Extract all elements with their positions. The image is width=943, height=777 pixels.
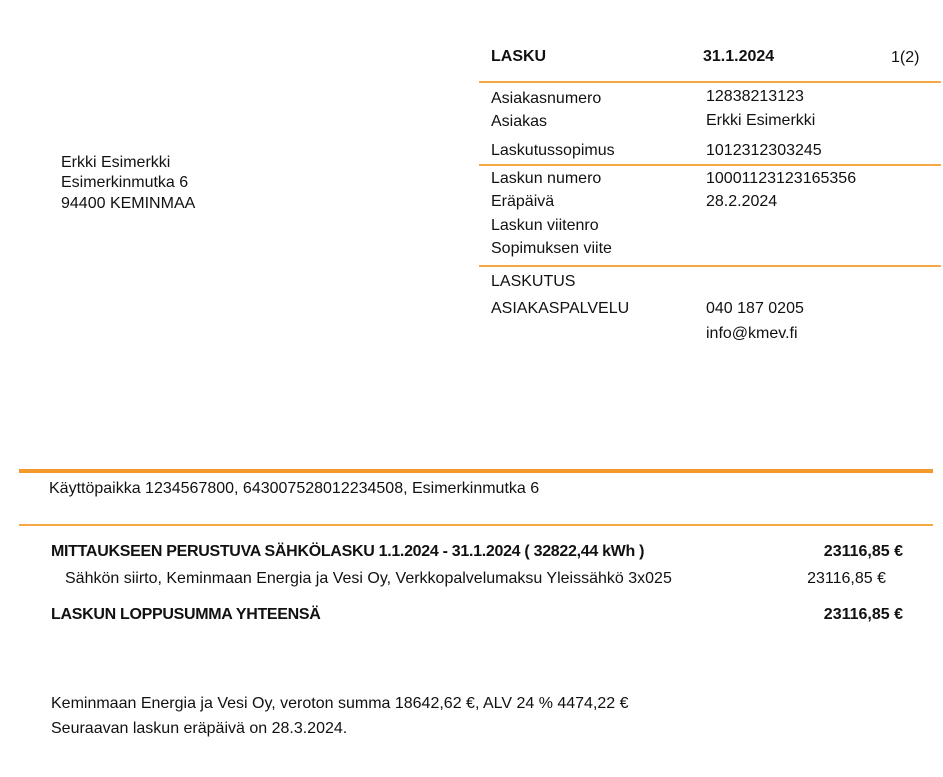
due-date-label: Eräpäivä	[491, 193, 555, 210]
customer-divider	[479, 164, 941, 166]
line-main-amount: 23116,85 €	[823, 543, 903, 560]
invoice-number-value: 10001123123165356	[706, 170, 857, 187]
recipient-street: Esimerkinmutka 6	[61, 174, 189, 191]
customer-name-label: Asiakas	[491, 113, 548, 130]
customer-number-label: Asiakasnumero	[491, 90, 602, 107]
recipient-name: Erkki Esimerkki	[61, 154, 171, 171]
billing-label: LASKUTUS	[491, 273, 576, 290]
customer-service-email: info@kmev.fi	[706, 325, 798, 342]
invoice-number-label: Laskun numero	[491, 170, 602, 187]
section-divider-thick	[19, 469, 933, 473]
contract-reference-label: Sopimuksen viite	[491, 240, 612, 257]
line-sub-amount: 23116,85 €	[807, 570, 886, 587]
page-number: 1(2)	[891, 49, 920, 66]
line-sub-text: Sähkön siirto, Keminmaan Energia ja Vesi Oy, Verkkopalvelumaksu Yleissähkö 3x025	[65, 570, 672, 587]
total-label: LASKUN LOPPUSUMMA YHTEENSÄ	[51, 606, 321, 623]
total-amount: 23116,85 €	[823, 606, 903, 623]
reference-label: Laskun viitenro	[491, 217, 599, 234]
customer-service-phone: 040 187 0205	[706, 300, 804, 317]
section-divider	[19, 524, 933, 526]
line-main-title: MITTAUKSEEN PERUSTUVA SÄHKÖLASKU 1.1.2024 - 31.1.2024 ( 32822,44 kWh )	[51, 543, 645, 560]
usage-site: Käyttöpaikka 1234567800, 643007528012234508, Esimerkinmutka 6	[49, 480, 540, 497]
next-due-date: Seuraavan laskun eräpäivä on 28.3.2024.	[51, 720, 348, 737]
customer-name-value: Erkki Esimerkki	[706, 112, 816, 129]
invoice-date: 31.1.2024	[703, 48, 775, 65]
tax-summary: Keminmaan Energia ja Vesi Oy, veroton summa 18642,62 €, ALV 24 % 4474,22 €	[51, 695, 629, 712]
customer-number-value: 12838213123	[706, 88, 804, 105]
invoice-divider	[479, 265, 941, 267]
document-type: LASKU	[491, 48, 547, 65]
contract-value: 1012312303245	[706, 142, 822, 159]
customer-service-label: ASIAKASPALVELU	[491, 300, 630, 317]
contract-label: Laskutussopimus	[491, 142, 615, 159]
recipient-city: 94400 KEMINMAA	[61, 195, 196, 212]
due-date-value: 28.2.2024	[706, 193, 778, 210]
header-divider	[479, 81, 941, 83]
